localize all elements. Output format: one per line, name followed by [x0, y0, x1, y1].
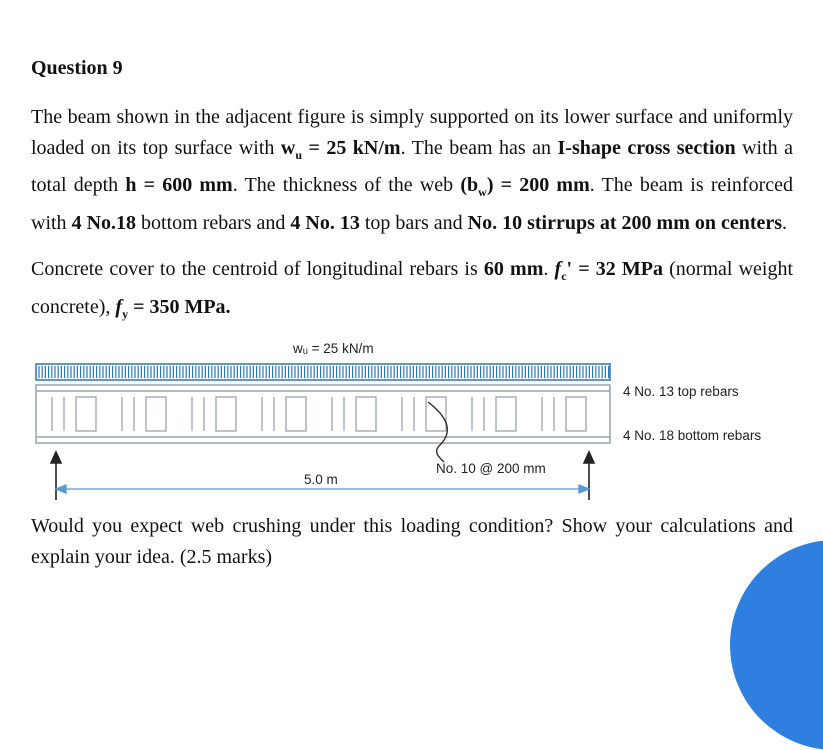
text-span: . The thickness of the web [232, 174, 461, 196]
text-span: . The beam is reinforced with [31, 174, 793, 234]
text-span: (normal weight concrete), [31, 258, 794, 318]
question-paragraph-3: Would you expect web crushing under this loading condition? Show your calculations and explain your idea. (2.5 marks) [31, 515, 793, 568]
fy-value: $f_y = 350$ MPa. [115, 295, 231, 321]
text-span: Concrete cover to the centroid of longitudinal rebars is [31, 258, 484, 280]
text-span: top bars and [359, 211, 468, 234]
question-title: Question 9 [31, 57, 123, 79]
bottom-rebars-label: 4 No. 18 bottom rebars [623, 428, 762, 443]
right-support-arrow [584, 452, 594, 500]
stirrup-label: No. 10 @ 200 mm [436, 461, 546, 476]
text-span: with a total depth [31, 136, 793, 196]
text-span: bottom rebars and [136, 211, 291, 234]
text-span: . [782, 211, 788, 234]
stirrups-spec: No. 10 stirrups at 200 mm on centers [467, 211, 783, 234]
left-support-arrow [51, 452, 61, 500]
distributed-load [36, 364, 610, 380]
beam-elevation [36, 385, 610, 443]
fc-value: $f_c' = 32$ MPa [554, 258, 663, 283]
cross-section-type: I-shape cross section [557, 136, 736, 159]
web-thickness: $(b_w) = 200$ mm [460, 174, 590, 199]
load-value: $w_u = 25$ kN/m [280, 136, 401, 162]
span-label: 5.0 m [304, 472, 338, 487]
bottom-rebars: 4 No.18 [71, 211, 137, 234]
stirrup-pointer [428, 402, 447, 462]
text-span: The beam shown in the adjacent figure is simply supported on its lower surface and uniformly loaded on its top surface with [31, 106, 793, 159]
top-rebars-label: 4 No. 13 top rebars [623, 384, 739, 399]
text-span: . [543, 258, 555, 280]
cover-value: 60 mm [483, 258, 544, 280]
text-span: . The beam has an [400, 136, 558, 159]
depth-value: h = 600 mm [125, 174, 233, 196]
load-label: wᵤ = 25 kN/m [293, 341, 374, 356]
top-rebars: 4 No. 13 [290, 211, 360, 234]
